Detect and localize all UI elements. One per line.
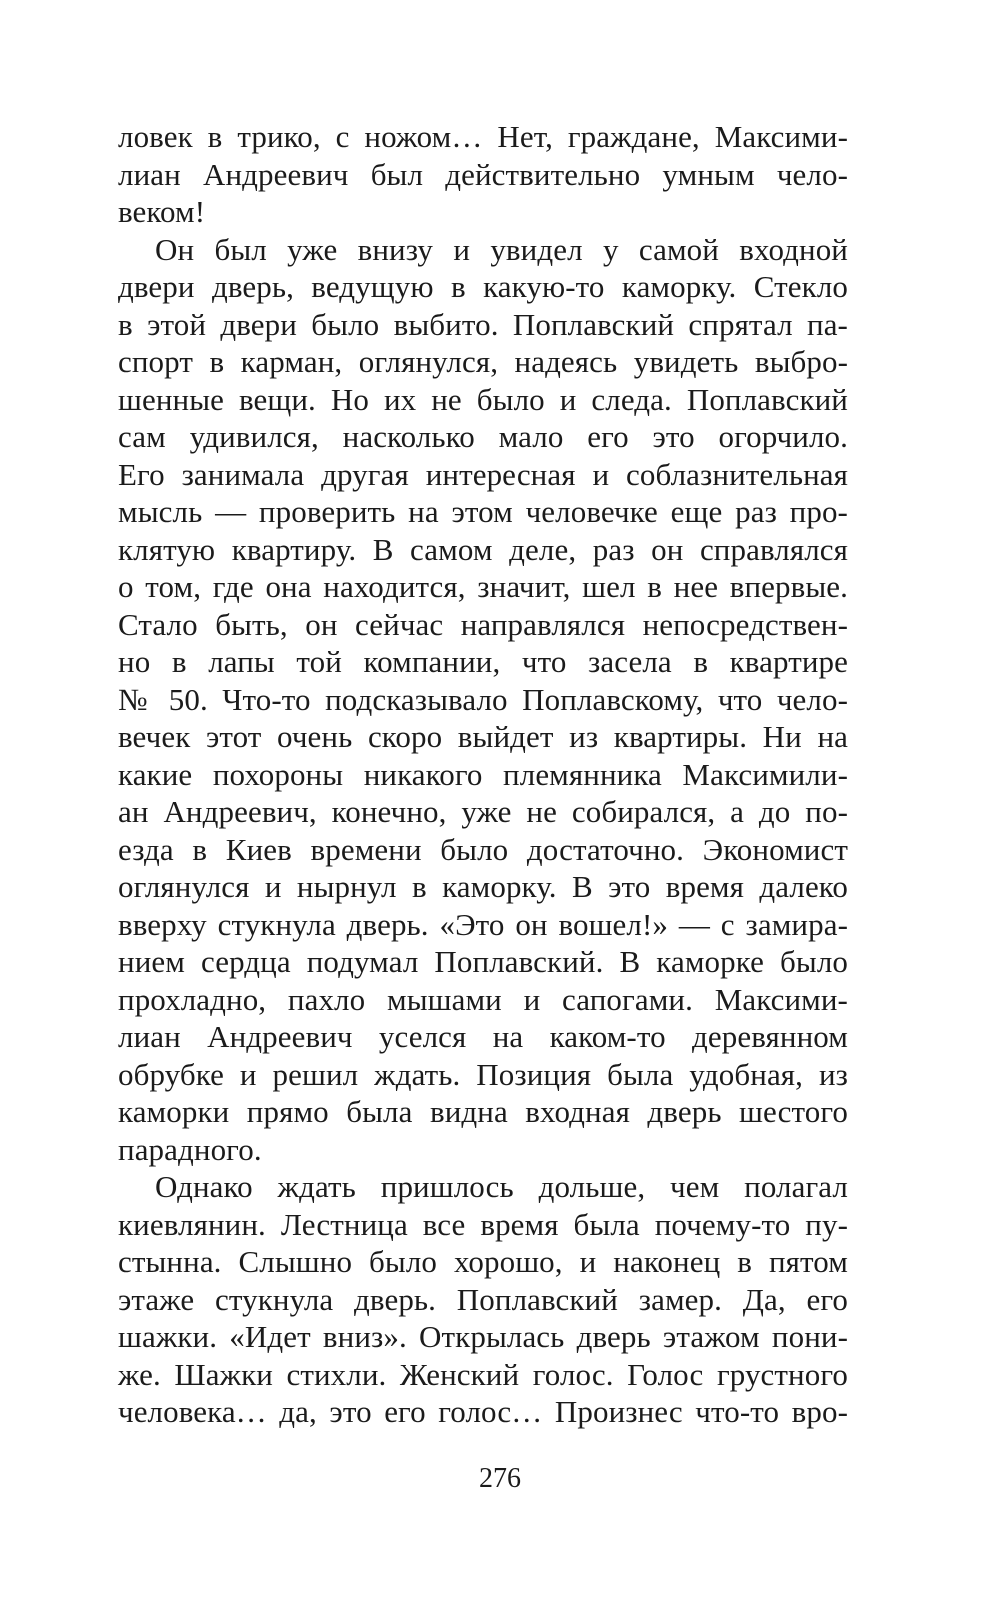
text-line: веком!	[118, 194, 206, 229]
text-line: же. Шажки стихли. Женский голос. Голос грустного	[118, 1356, 848, 1392]
text-line: лиан Андреевич уселся на каком-то деревянном	[118, 1019, 848, 1054]
text-line: вечек этот очень скоро выйдет из квартиры. Ни на	[118, 719, 848, 754]
text-line: о том, где она находится, значит, шел в нее впервые.	[118, 569, 848, 604]
text-line: но в лапы той компании, что засела в квартире	[118, 644, 848, 679]
text-line: клятую квартиру. В самом деле, раз он справлялся	[118, 531, 848, 567]
page-body	[118, 118, 848, 1431]
text-line: Он был уже внизу и увидел у самой входной	[155, 231, 848, 267]
text-line: шажки. «Идет вниз». Открылась дверь этажом пони-	[118, 1319, 848, 1354]
text-line: киевлянин. Лестница все время была почему-то пу-	[118, 1206, 848, 1242]
text-line: спорт в карман, оглянулся, надеясь увидеть выбро-	[118, 344, 848, 379]
text-line: Стало быть, он сейчас направлялся непосредствен-	[118, 606, 848, 642]
text-line: Однако ждать пришлось дольше, чем полагал	[155, 1169, 848, 1204]
text-line: мысль — проверить на этом человечке еще раз про-	[118, 494, 848, 529]
text-line: обрубке и решил ждать. Позиция была удобная, из	[118, 1056, 848, 1092]
text-line: лиан Андреевич был действительно умным чело-	[118, 156, 848, 192]
text-line: сам удивился, насколько мало его это огорчило.	[118, 419, 848, 454]
paragraph-3	[118, 1168, 848, 1431]
text-line: нием сердца подумал Поплавский. В каморке было	[118, 944, 848, 979]
text-line: оглянулся и нырнул в каморку. В это время далеко	[118, 869, 848, 904]
text-line: парадного.	[118, 1131, 262, 1167]
text-line: Его занимала другая интересная и соблазнительная	[118, 456, 848, 492]
text-line: шенные вещи. Но их не было и следа. Поплавский	[118, 381, 848, 417]
text-line: № 50. Что-то подсказывало Поплавскому, что чело-	[118, 681, 848, 717]
text-line: в этой двери было выбито. Поплавский спрятал па-	[118, 306, 848, 342]
text-line: каморки прямо была видна входная дверь шестого	[118, 1094, 848, 1129]
text-line: какие похороны никакого племянника Максимили-	[118, 756, 848, 792]
text-line: двери дверь, ведущую в какую-то каморку. Стекло	[118, 269, 848, 304]
text-line: стынна. Слышно было хорошо, и наконец в пятом	[118, 1244, 848, 1279]
text-line: человека… да, это его голос… Произнес что-то вро-	[118, 1394, 848, 1429]
text-line: езда в Киев времени было достаточно. Экономист	[118, 831, 848, 867]
text-line: вверху стукнула дверь. «Это он вошел!» — с замира-	[118, 906, 848, 942]
text-line: прохладно, пахло мышами и сапогами. Максими-	[118, 981, 848, 1017]
text-line: ловек в трико, с ножом… Нет, граждане, Максими-	[118, 119, 848, 154]
paragraph-1	[118, 118, 848, 231]
page-number: 276	[479, 1463, 521, 1494]
paragraph-2	[118, 231, 848, 1169]
text-line: ан Андреевич, конечно, уже не собирался, а до по-	[118, 794, 848, 829]
text-line: этаже стукнула дверь. Поплавский замер. Да, его	[118, 1281, 848, 1317]
